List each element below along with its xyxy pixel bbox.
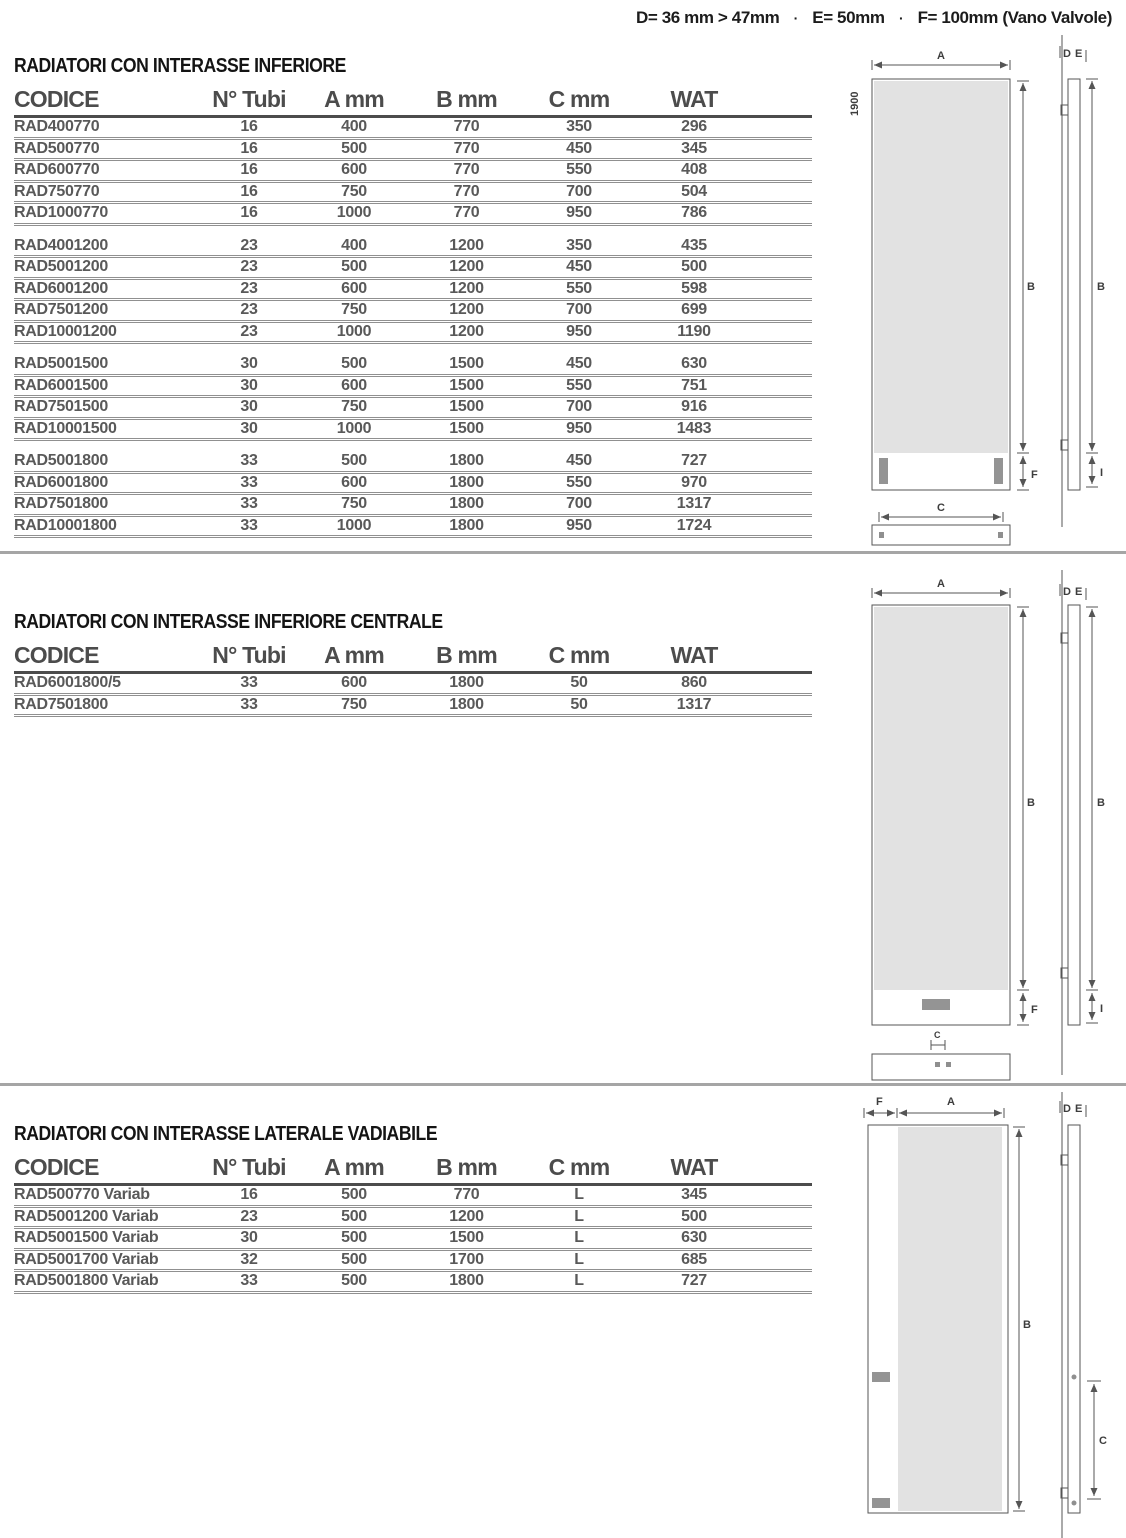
- column-header: A mm: [324, 642, 384, 668]
- codice-cell: RAD7501800: [14, 495, 108, 513]
- value-cell: 500: [341, 258, 367, 276]
- dim-label-d: D: [1063, 1103, 1071, 1115]
- section-title: RADIATORI CON INTERASSE INFERIORE CENTRALE: [14, 611, 443, 633]
- table-row: [14, 1272, 812, 1294]
- value-cell: 1800: [449, 1272, 484, 1290]
- value-cell: 1724: [676, 516, 712, 534]
- value-cell: 600: [341, 674, 367, 692]
- section-interasse-inferiore: [14, 56, 812, 538]
- codice-cell: RAD6001800: [14, 473, 108, 491]
- column-header: CODICE: [14, 642, 99, 668]
- table-row: [14, 377, 812, 399]
- column-header: B mm: [436, 1154, 497, 1180]
- value-cell: 727: [681, 1272, 707, 1290]
- value-cell: 600: [341, 473, 367, 491]
- value-cell: 750: [341, 695, 367, 713]
- bottom-view-port: [946, 1062, 951, 1067]
- dim-label-f: F: [1031, 1004, 1038, 1016]
- radiator-panel: [898, 1127, 1002, 1511]
- dim-label-b: B: [1027, 281, 1035, 293]
- codice-cell: RAD5001800 Variab: [14, 1272, 159, 1290]
- section-title: RADIATORI CON INTERASSE INFERIORE: [14, 55, 346, 77]
- codice-cell: RAD600770: [14, 161, 100, 179]
- value-cell: 504: [681, 182, 707, 200]
- value-cell: 450: [566, 258, 592, 276]
- table-row-group: [14, 674, 812, 717]
- codice-cell: RAD6001200: [14, 279, 108, 297]
- connection-right: [994, 458, 1003, 484]
- value-cell: 33: [240, 695, 258, 713]
- value-cell: 23: [240, 258, 258, 276]
- value-cell: 23: [240, 322, 258, 340]
- table-row: [14, 1229, 812, 1251]
- value-cell: 500: [341, 1250, 367, 1268]
- value-cell: 727: [681, 452, 707, 470]
- table-row: [14, 140, 812, 162]
- dim-label-e: E: [1075, 586, 1083, 598]
- section-title: RADIATORI CON INTERASSE LATERALE VADIABILE: [14, 1123, 438, 1145]
- value-cell: 1800: [449, 516, 484, 534]
- value-cell: 23: [240, 301, 258, 319]
- value-cell: 450: [566, 355, 592, 373]
- column-header: B mm: [436, 642, 497, 668]
- value-cell: 600: [341, 161, 367, 179]
- value-cell: 1200: [449, 301, 484, 319]
- value-cell: 30: [240, 419, 258, 437]
- column-header: WAT: [670, 1154, 718, 1180]
- table-row: [14, 495, 812, 517]
- table-row: [14, 118, 812, 140]
- column-header: C mm: [548, 86, 610, 112]
- side-port-upper: [1072, 1375, 1077, 1380]
- value-cell: L: [574, 1229, 584, 1247]
- dim-label-1900: 1900: [849, 91, 861, 116]
- value-cell: 770: [453, 161, 480, 179]
- table-row: [14, 237, 812, 259]
- value-cell: 1800: [449, 674, 484, 692]
- value-cell: 1200: [449, 236, 484, 254]
- value-cell: 30: [240, 376, 258, 394]
- connection-left: [879, 458, 888, 484]
- value-cell: L: [574, 1186, 584, 1204]
- value-cell: 30: [240, 1229, 258, 1247]
- value-cell: 700: [566, 182, 592, 200]
- value-cell: 1200: [449, 1207, 484, 1225]
- value-cell: 400: [341, 118, 367, 136]
- dim-label-i: I: [1100, 467, 1104, 479]
- value-cell: 1317: [676, 695, 712, 713]
- codice-cell: RAD7501200: [14, 301, 108, 319]
- column-header: WAT: [670, 642, 718, 668]
- table-header-row: [14, 1151, 812, 1186]
- bottom-view-port: [935, 1062, 940, 1067]
- value-cell: 345: [681, 139, 707, 157]
- value-cell: 500: [341, 355, 367, 373]
- codice-cell: RAD400770: [14, 118, 100, 136]
- legend-separator-dot: ·: [793, 10, 798, 26]
- table-row: [14, 258, 812, 280]
- value-cell: 600: [341, 279, 367, 297]
- dimension-legend: [636, 8, 1112, 28]
- value-cell: 700: [566, 398, 592, 416]
- legend-e: E= 50mm: [812, 8, 885, 27]
- table-row: [14, 280, 812, 302]
- legend-f: F= 100mm (Vano Valvole): [917, 8, 1112, 27]
- value-cell: 550: [566, 473, 592, 491]
- value-cell: 500: [341, 452, 367, 470]
- dim-label-b: B: [1097, 281, 1105, 293]
- value-cell: 1800: [449, 495, 484, 513]
- value-cell: 50: [570, 674, 588, 692]
- connection-center: [922, 999, 950, 1010]
- column-header: WAT: [670, 86, 718, 112]
- value-cell: 950: [566, 204, 592, 222]
- value-cell: 500: [341, 1207, 367, 1225]
- dim-label-c: C: [937, 502, 945, 514]
- legend-d: D= 36 mm > 47mm: [636, 8, 780, 27]
- value-cell: 750: [341, 301, 367, 319]
- value-cell: L: [574, 1250, 584, 1268]
- table-row: [14, 420, 812, 442]
- value-cell: 33: [240, 495, 258, 513]
- dim-label-d: D: [1063, 586, 1071, 598]
- side-port-lower: [1072, 1501, 1077, 1506]
- value-cell: 970: [681, 473, 707, 491]
- value-cell: 1800: [449, 452, 484, 470]
- codice-cell: RAD5001700 Variab: [14, 1250, 159, 1268]
- column-header: N° Tubi: [212, 1154, 286, 1180]
- column-header: B mm: [436, 86, 497, 112]
- value-cell: 296: [681, 118, 707, 136]
- table-header-row: [14, 83, 812, 118]
- table-row: [14, 355, 812, 377]
- value-cell: 1500: [449, 376, 484, 394]
- value-cell: 33: [240, 473, 258, 491]
- codice-cell: RAD750770: [14, 182, 100, 200]
- value-cell: 770: [453, 182, 480, 200]
- connection-upper: [872, 1372, 890, 1382]
- bottom-view-port: [998, 532, 1003, 538]
- value-cell: 408: [681, 161, 707, 179]
- codice-cell: RAD500770 Variab: [14, 1186, 150, 1204]
- table-row: [14, 204, 812, 226]
- value-cell: 630: [681, 1229, 707, 1247]
- dim-label-c: C: [1099, 1435, 1107, 1447]
- legend-separator-dot: ·: [898, 10, 904, 26]
- codice-cell: RAD5001200: [14, 258, 108, 276]
- value-cell: 500: [341, 139, 367, 157]
- value-cell: 750: [341, 398, 367, 416]
- value-cell: 950: [566, 516, 592, 534]
- value-cell: 16: [240, 161, 258, 179]
- table-row: [14, 398, 812, 420]
- value-cell: 30: [240, 398, 258, 416]
- dim-label-e: E: [1075, 48, 1083, 60]
- dim-label-b: B: [1023, 1319, 1031, 1331]
- value-cell: 16: [240, 182, 258, 200]
- value-cell: 16: [240, 118, 258, 136]
- value-cell: 345: [681, 1186, 707, 1204]
- dim-label-a: A: [947, 1096, 955, 1108]
- value-cell: 750: [341, 182, 367, 200]
- value-cell: 860: [681, 674, 707, 692]
- value-cell: 1500: [449, 419, 484, 437]
- column-header: A mm: [324, 1154, 384, 1180]
- column-header: C mm: [548, 1154, 610, 1180]
- radiator-diagram-lateral-variable: [834, 1092, 1126, 1538]
- value-cell: 23: [240, 279, 258, 297]
- value-cell: 770: [453, 1186, 480, 1204]
- codice-cell: RAD4001200: [14, 236, 108, 254]
- column-header: N° Tubi: [212, 86, 286, 112]
- dim-label-f: F: [876, 1096, 883, 1108]
- value-cell: L: [574, 1207, 584, 1225]
- table-row: [14, 183, 812, 205]
- value-cell: 1000: [336, 419, 372, 437]
- value-cell: 23: [240, 236, 258, 254]
- value-cell: 1700: [449, 1250, 484, 1268]
- value-cell: 1500: [449, 1229, 484, 1247]
- value-cell: 435: [681, 236, 707, 254]
- value-cell: 550: [566, 161, 592, 179]
- spec-table: [14, 1151, 812, 1294]
- value-cell: 770: [453, 139, 480, 157]
- section-divider: [0, 1083, 1126, 1086]
- column-header: N° Tubi: [212, 642, 286, 668]
- table-row: [14, 323, 812, 345]
- dim-label-d: D: [1063, 48, 1071, 60]
- value-cell: 1483: [676, 419, 712, 437]
- value-cell: 699: [681, 301, 707, 319]
- value-cell: 685: [681, 1250, 707, 1268]
- table-row: [14, 517, 812, 539]
- codice-cell: RAD5001500: [14, 355, 108, 373]
- table-row: [14, 474, 812, 496]
- value-cell: 33: [240, 452, 258, 470]
- value-cell: 950: [566, 419, 592, 437]
- table-row: [14, 301, 812, 323]
- value-cell: 50: [570, 695, 588, 713]
- value-cell: 1500: [449, 355, 484, 373]
- value-cell: 500: [341, 1186, 367, 1204]
- table-row: [14, 1208, 812, 1230]
- table-row: [14, 674, 812, 696]
- table-row: [14, 452, 812, 474]
- connection-lower: [872, 1498, 890, 1508]
- radiator-diagram-central-connection: [834, 570, 1126, 1083]
- codice-cell: RAD5001500 Variab: [14, 1229, 159, 1247]
- value-cell: 1190: [677, 322, 711, 340]
- dim-label-a: A: [937, 50, 945, 62]
- codice-cell: RAD10001500: [14, 419, 117, 437]
- codice-cell: RAD6001800/5: [14, 674, 121, 692]
- codice-cell: RAD1000770: [14, 204, 108, 222]
- radiator-panel: [874, 607, 1008, 990]
- table-row: [14, 1251, 812, 1273]
- value-cell: 500: [341, 1272, 367, 1290]
- codice-cell: RAD5001200 Variab: [14, 1207, 159, 1225]
- value-cell: 751: [681, 376, 707, 394]
- section-interasse-inferiore-centrale: [14, 612, 812, 717]
- dim-label-b: B: [1097, 797, 1105, 809]
- value-cell: 1000: [336, 322, 372, 340]
- value-cell: 1000: [336, 204, 372, 222]
- value-cell: 786: [681, 204, 707, 222]
- value-cell: 550: [566, 376, 592, 394]
- value-cell: 630: [681, 355, 707, 373]
- dim-label-a: A: [937, 578, 945, 590]
- value-cell: 1200: [449, 279, 484, 297]
- table-row: [14, 1186, 812, 1208]
- value-cell: 700: [566, 495, 592, 513]
- bottom-view-port: [879, 532, 884, 538]
- codice-cell: RAD7501800: [14, 695, 108, 713]
- table-row-group: [14, 237, 812, 345]
- value-cell: 450: [566, 139, 592, 157]
- spec-table: [14, 639, 812, 717]
- value-cell: 550: [566, 279, 592, 297]
- value-cell: 33: [240, 1272, 258, 1290]
- codice-cell: RAD6001500: [14, 376, 108, 394]
- value-cell: 770: [453, 118, 480, 136]
- dim-label-f: F: [1031, 469, 1038, 481]
- table-row: [14, 696, 812, 718]
- value-cell: 450: [566, 452, 592, 470]
- codice-cell: RAD500770: [14, 139, 100, 157]
- value-cell: 23: [240, 1207, 258, 1225]
- value-cell: 700: [566, 301, 592, 319]
- table-header-row: [14, 639, 812, 674]
- codice-cell: RAD5001800: [14, 452, 108, 470]
- value-cell: 916: [681, 398, 707, 416]
- value-cell: 500: [681, 1207, 707, 1225]
- radiator-diagram-lower-connections: [834, 32, 1126, 560]
- value-cell: 500: [681, 258, 707, 276]
- table-row: [14, 161, 812, 183]
- value-cell: 30: [240, 355, 258, 373]
- value-cell: 350: [566, 118, 592, 136]
- value-cell: 1000: [336, 516, 372, 534]
- value-cell: 500: [341, 1229, 367, 1247]
- value-cell: 1800: [449, 473, 484, 491]
- value-cell: 33: [240, 516, 258, 534]
- value-cell: L: [574, 1272, 584, 1290]
- value-cell: 16: [240, 204, 258, 222]
- column-header: CODICE: [14, 1154, 99, 1180]
- dim-label-b: B: [1027, 797, 1035, 809]
- table-row-group: [14, 1186, 812, 1294]
- codice-cell: RAD10001200: [14, 322, 117, 340]
- dim-label-c: C: [934, 1030, 941, 1040]
- value-cell: 600: [341, 376, 367, 394]
- value-cell: 1500: [449, 398, 484, 416]
- value-cell: 32: [240, 1250, 258, 1268]
- value-cell: 1317: [676, 495, 712, 513]
- codice-cell: RAD7501500: [14, 398, 108, 416]
- value-cell: 1200: [449, 322, 484, 340]
- codice-cell: RAD10001800: [14, 516, 117, 534]
- section-interasse-laterale-variabile: [14, 1124, 812, 1294]
- value-cell: 16: [240, 139, 258, 157]
- value-cell: 1800: [449, 695, 484, 713]
- value-cell: 750: [341, 495, 367, 513]
- table-row-group: [14, 118, 812, 226]
- column-header: CODICE: [14, 86, 99, 112]
- value-cell: 770: [453, 204, 480, 222]
- value-cell: 16: [240, 1186, 258, 1204]
- value-cell: 1200: [449, 258, 484, 276]
- table-row-group: [14, 355, 812, 441]
- value-cell: 598: [681, 279, 707, 297]
- radiator-panel: [874, 81, 1008, 453]
- value-cell: 400: [341, 236, 367, 254]
- dim-label-i: I: [1100, 1003, 1104, 1015]
- table-row-group: [14, 452, 812, 538]
- value-cell: 350: [566, 236, 592, 254]
- value-cell: 33: [240, 674, 258, 692]
- dim-label-e: E: [1075, 1103, 1083, 1115]
- column-header: C mm: [548, 642, 610, 668]
- value-cell: 950: [566, 322, 592, 340]
- spec-table: [14, 83, 812, 538]
- column-header: A mm: [324, 86, 384, 112]
